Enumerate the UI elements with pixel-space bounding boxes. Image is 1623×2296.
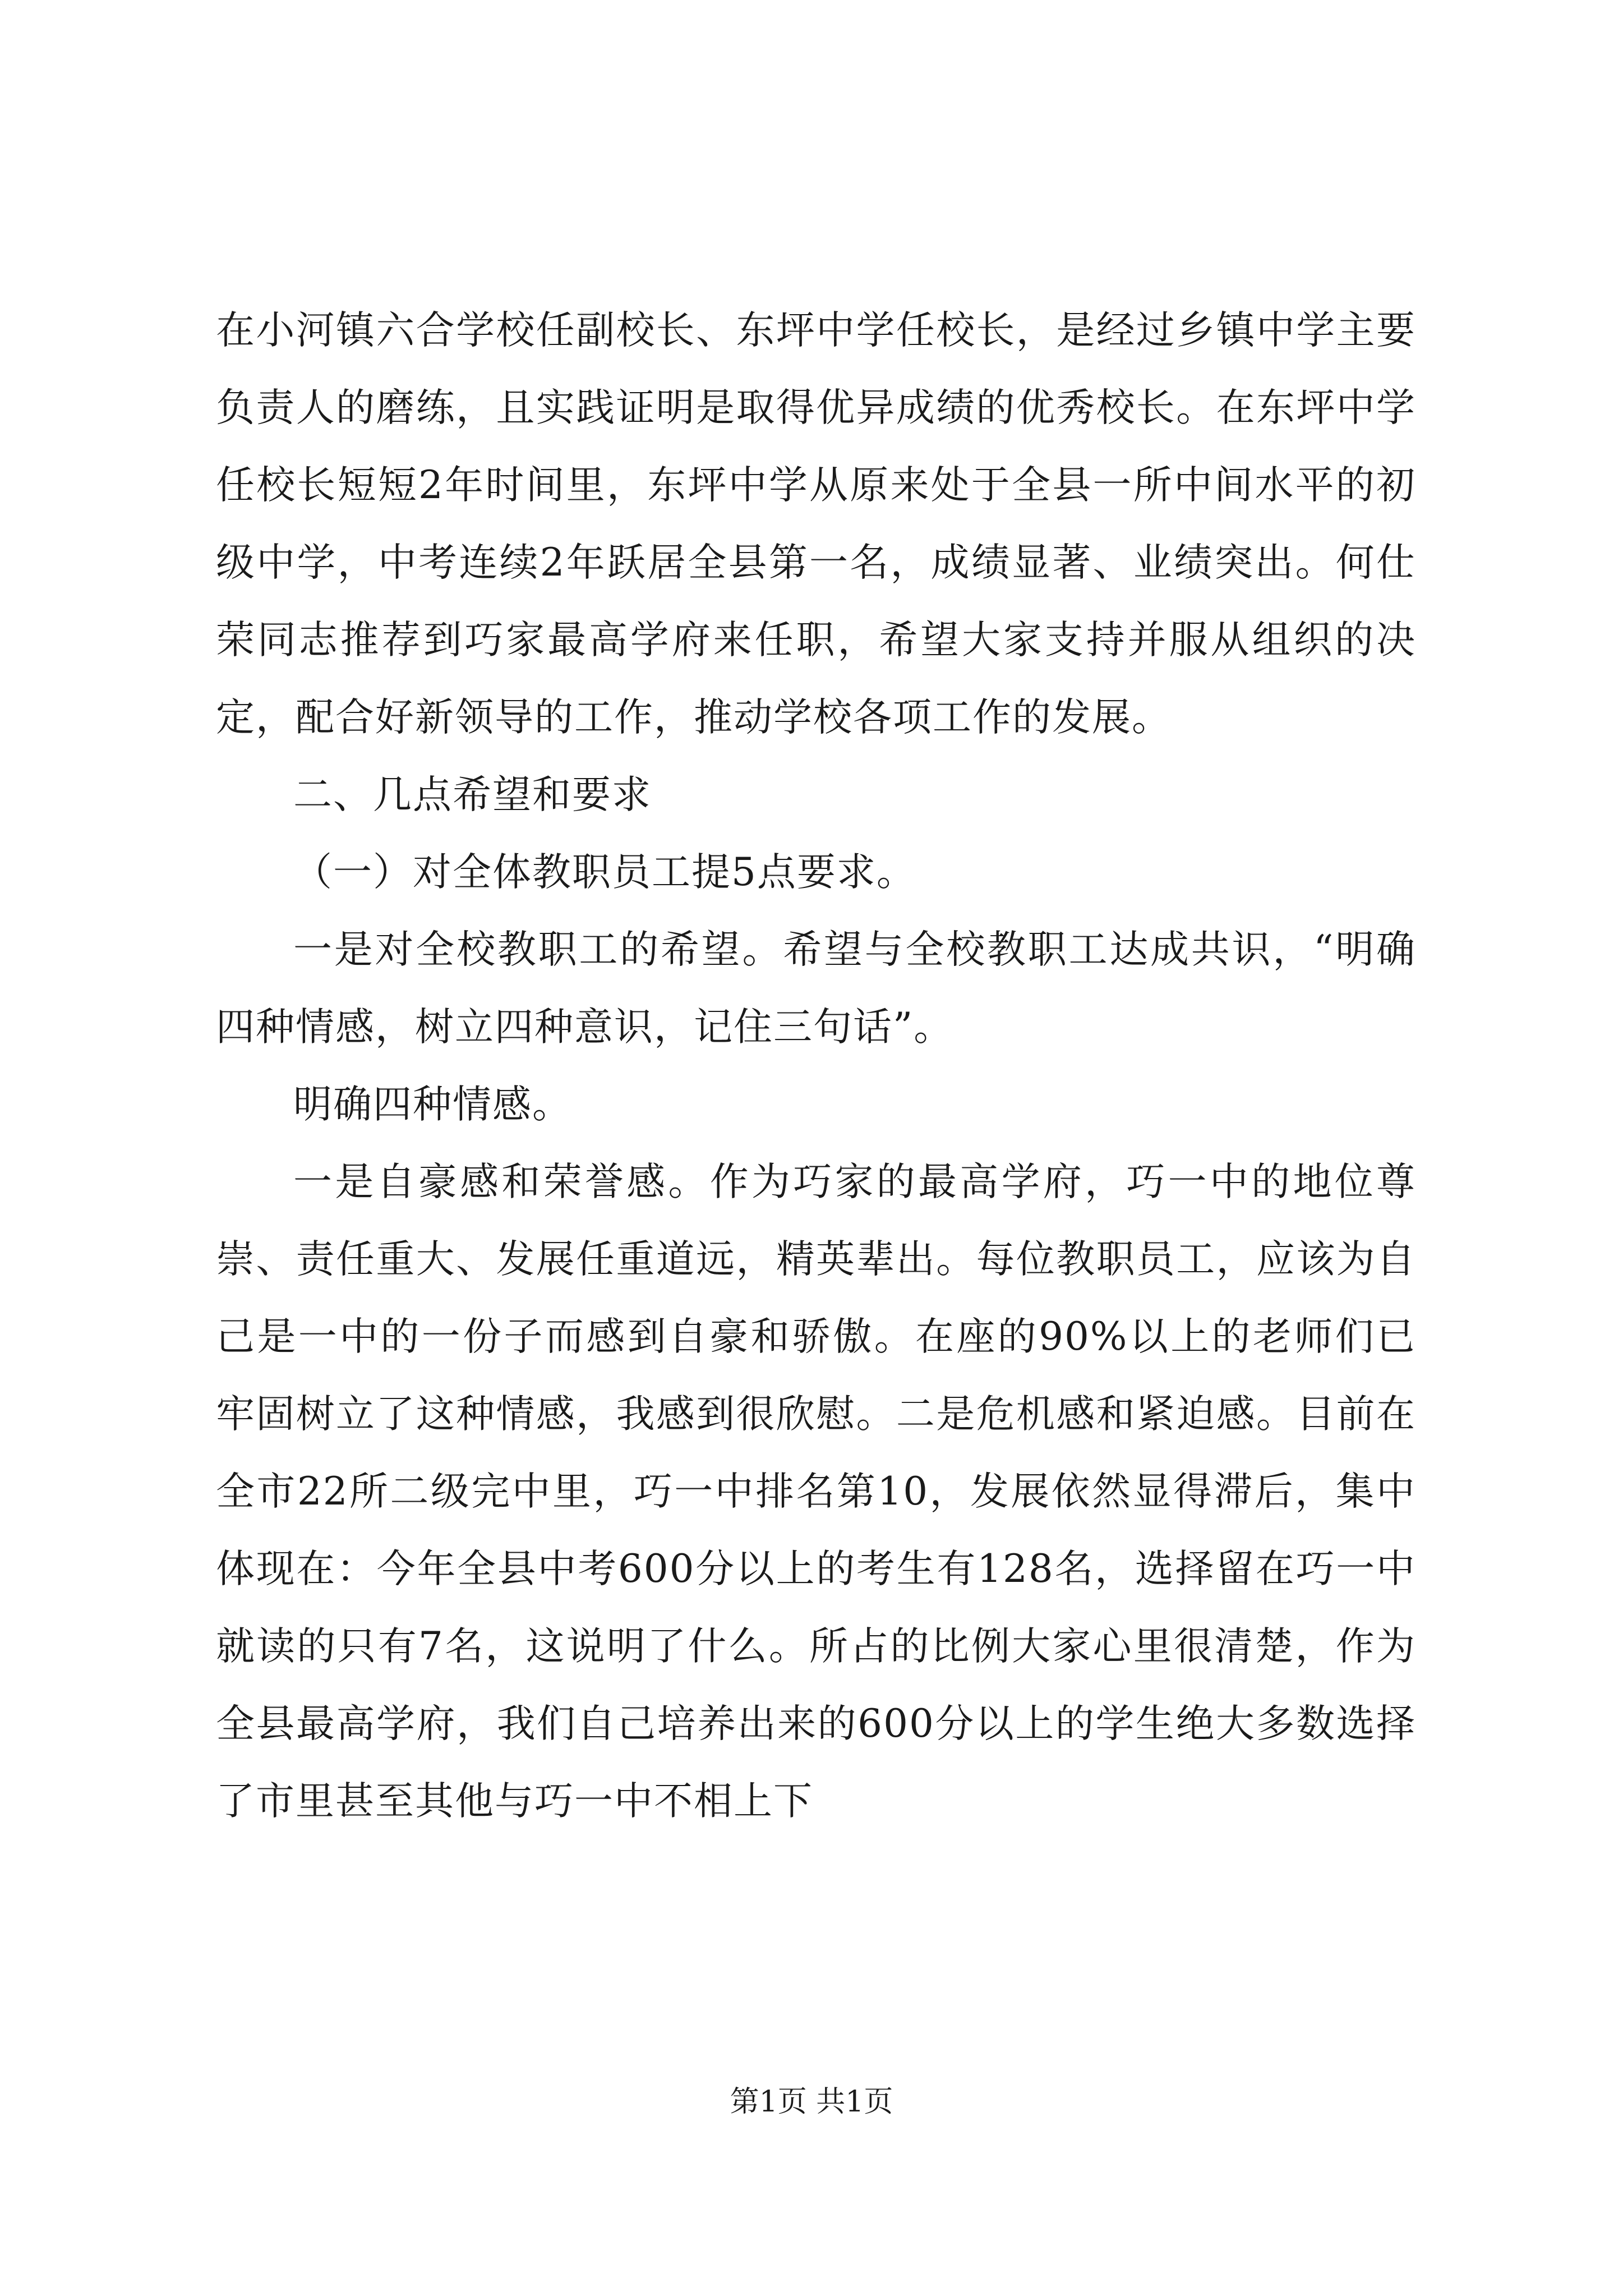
paragraph-6: 一是自豪感和荣誉感。作为巧家的最高学府，巧一中的地位尊崇、责任重大、发展任重道远，精英辈出。每位教职员工，应该为自己是一中的一份子而感到自豪和骄傲。在座的90%以上的老师们已牢固树立了这种情感，我感到很欣慰。二是危机感和紧迫感。目前在全市22所二级完中里，巧一中排名第10，发展依然显得滞后，集中体现在：今年全县中考600分以上的考生有128名，选择留在巧一中就读的只有7名，这说明了什么。所占的比例大家心里很清楚，作为全县最高学府，我们自己培养出来的600分以上的学生绝大多数选择了市里甚至其他与巧一中不相上下: [216, 1159, 1416, 1824]
section-heading: 二、几点希望和要求: [293, 772, 652, 817]
page-footer: [0, 2082, 1623, 2122]
paragraph-5: 明确四种情感。: [293, 1082, 572, 1127]
paragraph-1: 在小河镇六合学校任副校长、东坪中学任校长，是经过乡镇中学主要负责人的磨练，且实践证明是取得优异成绩的优秀校长。在东坪中学任校长短短2年时间里，东坪中学从原来处于全县一所中间水平的初级中学，中考连续2年跃居全县第一名，成绩显著、业绩突出。何仕荣同志推荐到巧家最高学府来任职，希望大家支持并服从组织的决定，配合好新领导的工作，推动学校各项工作的发展。: [216, 308, 1416, 740]
subsection-heading: （一）对全体教职员工提5点要求。: [293, 850, 916, 895]
document-body: [216, 292, 1416, 1840]
page-number-label: 第1页 共1页: [730, 2085, 893, 2119]
paragraph-4: 一是对全校教职工的希望。希望与全校教职工达成共识，“明确四种情感，树立四种意识，记住三句话”。: [216, 927, 1416, 1050]
